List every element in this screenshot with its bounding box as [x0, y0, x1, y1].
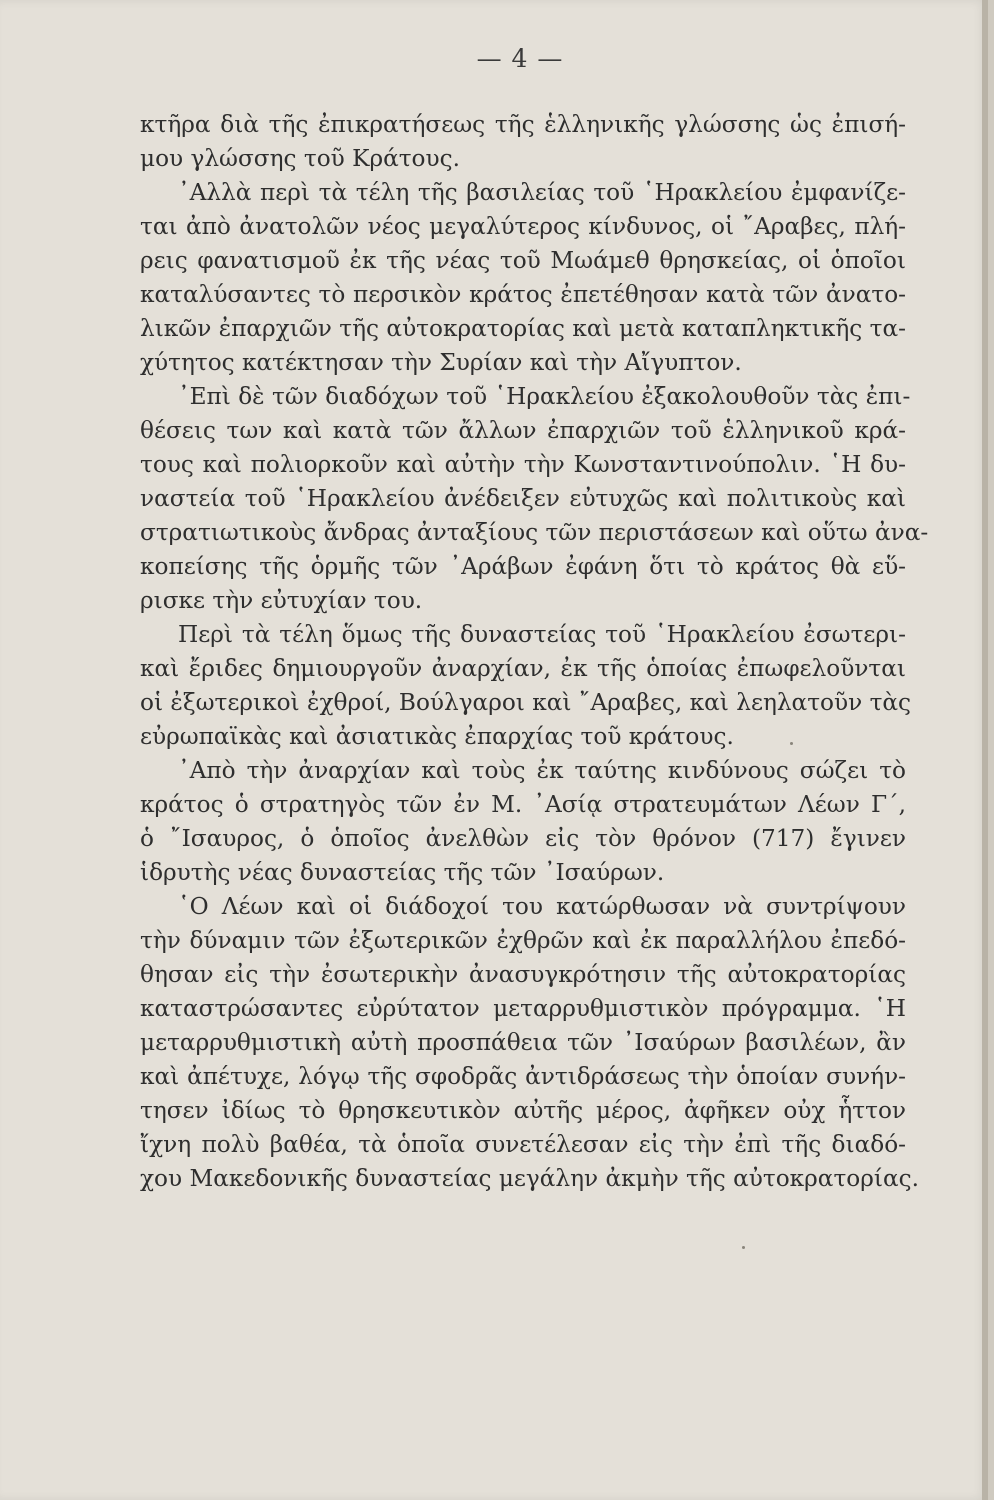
paper-speck [790, 742, 793, 745]
page-number: — 4 — [476, 44, 564, 73]
text-line: καὶ ἀπέτυχε, λόγῳ τῆς σφοδρᾶς ἀντιδράσεως τὴν ὁποίαν συνήν- [140, 1063, 906, 1090]
text-line: ἴχνη πολὺ βαθέα, τὰ ὁποῖα συνετέλεσαν εἰς τὴν ἐπὶ τῆς διαδό- [140, 1131, 906, 1158]
text-line: κτῆρα διὰ τῆς ἐπικρατήσεως τῆς ἑλληνικῆς γλώσσης ὡς ἐπισή- [140, 111, 906, 138]
text-line: ᾿Επὶ δὲ τῶν διαδόχων τοῦ ῾Ηρακλείου ἐξακολουθοῦν τὰς ἐπι- [178, 383, 911, 410]
text-line: ᾿Απὸ τὴν ἀναρχίαν καὶ τοὺς ἐκ ταύτης κινδύνους σώζει τὸ [178, 757, 906, 784]
text-line: μου γλώσσης τοῦ Κράτους. [140, 145, 460, 172]
text-line: χύτητος κατέκτησαν τὴν Συρίαν καὶ τὴν Αἴγυπτον. [140, 349, 742, 376]
text-line: ῾Ο Λέων καὶ οἱ διάδοχοί του κατώρθωσαν νὰ συντρίψουν [178, 893, 906, 920]
text-line: λικῶν ἐπαρχιῶν τῆς αὐτοκρατορίας καὶ μετὰ καταπληκτικῆς τα- [140, 315, 906, 342]
text-line: τησεν ἰδίως τὸ θρησκευτικὸν αὐτῆς μέρος, ἀφῆκεν οὐχ ἧττον [140, 1097, 906, 1124]
text-line: χου Μακεδονικῆς δυναστείας μεγάλην ἀκμὴν τῆς αὐτοκρατορίας. [140, 1165, 919, 1192]
text-line: Περὶ τὰ τέλη ὅμως τῆς δυναστείας τοῦ ῾Ηρακλείου ἐσωτερι- [178, 621, 906, 648]
text-line: μεταρρυθμιστικὴ αὐτὴ προσπάθεια τῶν ᾿Ισαύρων βασιλέων, ἂν [140, 1029, 906, 1056]
page-edge [982, 0, 988, 1500]
text-line: καταστρώσαντες εὐρύτατον μεταρρυθμιστικὸν πρόγραμμα. ῾Η [140, 995, 906, 1022]
text-line: εὐρωπαϊκὰς καὶ ἀσιατικὰς ἐπαρχίας τοῦ κράτους. [140, 723, 734, 750]
text-line: καταλύσαντες τὸ περσικὸν κράτος ἐπετέθησαν κατὰ τῶν ἀνατο- [140, 281, 906, 308]
text-line: στρατιωτικοὺς ἄνδρας ἀνταξίους τῶν περιστάσεων καὶ οὕτω ἀνα- [140, 519, 929, 546]
text-line: θησαν εἰς τὴν ἐσωτερικὴν ἀνασυγκρότησιν τῆς αὐτοκρατορίας [140, 961, 906, 988]
text-line: οἱ ἐξωτερικοὶ ἐχθροί, Βούλγαροι καὶ ῎Αραβες, καὶ λεηλατοῦν τὰς [140, 689, 912, 716]
text-line: καὶ ἔριδες δημιουργοῦν ἀναρχίαν, ἐκ τῆς ὁποίας ἐπωφελοῦνται [140, 655, 906, 682]
text-line: τους καὶ πολιορκοῦν καὶ αὐτὴν τὴν Κωνσταντινούπολιν. ῾Η δυ- [140, 451, 906, 478]
text-line: ᾿Αλλὰ περὶ τὰ τέλη τῆς βασιλείας τοῦ ῾Ηρακλείου ἐμφανίζε- [178, 179, 906, 206]
text-line: ρισκε τὴν εὐτυχίαν του. [140, 587, 423, 614]
text-line: ἱδρυτὴς νέας δυναστείας τῆς τῶν ᾿Ισαύρων. [140, 859, 665, 886]
paper-speck [742, 1246, 745, 1249]
text-line: ναστεία τοῦ ῾Ηρακλείου ἀνέδειξεν εὐτυχῶς καὶ πολιτικοὺς καὶ [140, 485, 906, 512]
text-line: ὁ ῎Ισαυρος, ὁ ὁποῖος ἀνελθὼν εἰς τὸν θρόνον (717) ἔγινεν [140, 825, 906, 852]
text-line: ρεις φανατισμοῦ ἐκ τῆς νέας τοῦ Μωάμεθ θρησκείας, οἱ ὁποῖοι [140, 247, 906, 274]
text-line: ται ἀπὸ ἀνατολῶν νέος μεγαλύτερος κίνδυνος, οἱ ῎Αραβες, πλή- [140, 213, 906, 240]
text-line: κράτος ὁ στρατηγὸς τῶν ἐν Μ. ᾿Ασίᾳ στρατευμάτων Λέων Γ΄, [140, 791, 906, 818]
text-line: θέσεις των καὶ κατὰ τῶν ἄλλων ἐπαρχιῶν τοῦ ἑλληνικοῦ κρά- [140, 417, 906, 444]
text-line: τὴν δύναμιν τῶν ἐξωτερικῶν ἐχθρῶν καὶ ἐκ παραλλήλου ἐπεδό- [140, 927, 906, 954]
text-line: κοπείσης τῆς ὁρμῆς τῶν ᾿Αράβων ἐφάνη ὅτι τὸ κράτος θὰ εὕ- [140, 553, 906, 580]
